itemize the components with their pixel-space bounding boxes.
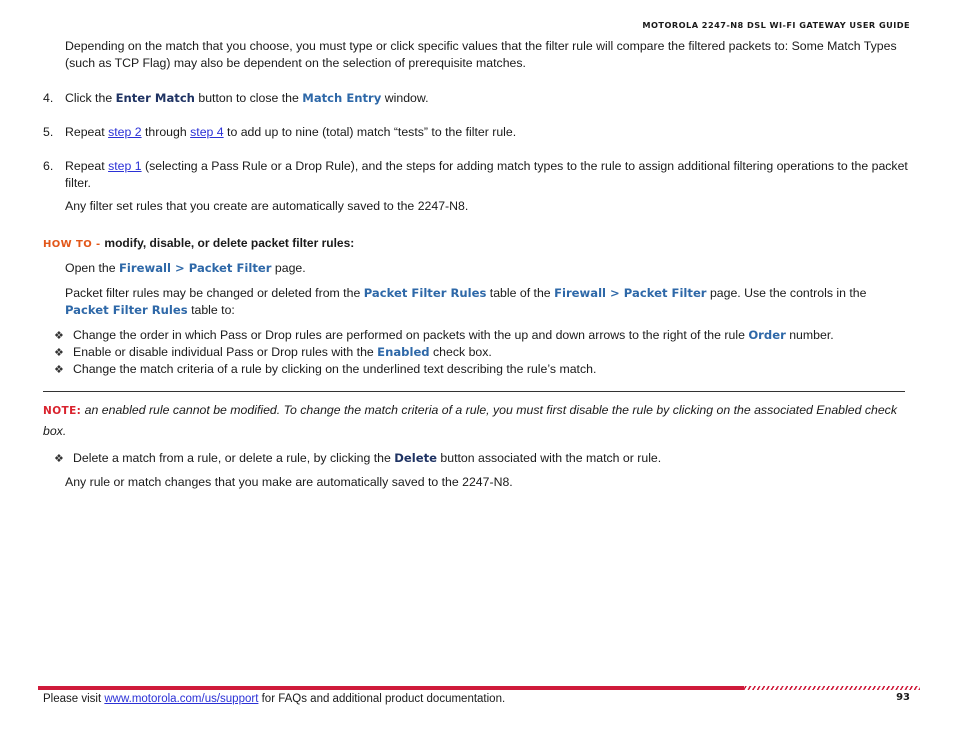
step-2-link[interactable]: step 2 xyxy=(108,125,142,139)
footer-accent-bar xyxy=(38,686,744,690)
ui-term-enabled: Enabled xyxy=(377,345,430,359)
open-page-text: Open the Firewall > Packet Filter page. xyxy=(65,261,306,275)
bullet-item-enabled: ❖ Enable or disable individual Pass or Drop rules with the Enabled check box. xyxy=(54,344,492,362)
intro-paragraph: Depending on the match that you choose, you must type or click specific values that the filter rule will compare the filtered packets to: Some Match Types (such as TCP Flag) may also be dependent on the selection of prerequisite matches. xyxy=(65,39,897,70)
footer-hatch-pattern xyxy=(744,686,920,690)
note-tag: NOTE: xyxy=(43,405,82,417)
ui-term-firewall-packet-filter: Firewall > Packet Filter xyxy=(554,286,707,300)
diamond-bullet-icon: ❖ xyxy=(54,453,64,465)
section-divider xyxy=(43,391,905,392)
page-number: 93 xyxy=(896,692,910,703)
step-4-link[interactable]: step 4 xyxy=(190,125,224,139)
support-link[interactable]: www.motorola.com/us/support xyxy=(104,693,259,705)
how-to-heading xyxy=(43,235,354,253)
bullet-item-order: ❖ Change the order in which Pass or Drop rules are performed on packets with the up and down arrows to the right of the rule Order number. xyxy=(54,327,834,345)
step-5-text: Repeat step 2 through step 4 to add up to nine (total) match “tests” to the filter rule. xyxy=(65,125,517,139)
step-4-text: Click the Enter Match button to close the Match Entry window. xyxy=(65,91,429,105)
note-block: NOTE: an enabled rule cannot be modified. To change the match criteria of a rule, you must first disable the rule by clicking on the associated Enabled check box. xyxy=(43,403,897,438)
bullet-item-delete: ❖ Delete a match from a rule, or delete a rule, by clicking the Delete button associated with the match or rule. xyxy=(54,450,661,468)
ui-term-order: Order xyxy=(748,328,786,342)
bullet-item-match-criteria: ❖ Change the match criteria of a rule by clicking on the underlined text describing the rule’s match. xyxy=(54,361,596,379)
ui-term-delete: Delete xyxy=(394,451,437,465)
saved-note-1: Any filter set rules that you create are automatically saved to the 2247-N8. xyxy=(65,199,469,213)
diamond-bullet-icon: ❖ xyxy=(54,330,64,342)
packet-filter-paragraph: Packet filter rules may be changed or deleted from the Packet Filter Rules table of the Firewall > Packet Filter page. Use the controls in the Packet Filter Rules table to: xyxy=(65,286,867,317)
document-header: MOTOROLA 2247-N8 DSL WI-FI GATEWAY USER GUIDE xyxy=(642,20,910,30)
ui-term-packet-filter-rules: Packet Filter Rules xyxy=(65,303,188,317)
ui-term-match-entry: Match Entry xyxy=(302,91,382,105)
step-number: 5. xyxy=(43,125,54,139)
step-number: 6. xyxy=(43,159,54,173)
saved-note-2: Any rule or match changes that you make are automatically saved to the 2247-N8. xyxy=(65,475,513,489)
step-6-text: Repeat step 1 (selecting a Pass Rule or a Drop Rule), and the steps for adding match types to the rule to assign additional filtering operations to the packet filter. xyxy=(65,159,908,190)
ui-term-packet-filter-rules: Packet Filter Rules xyxy=(363,286,487,300)
ui-term-firewall-packet-filter: Firewall > Packet Filter xyxy=(119,261,272,275)
diamond-bullet-icon: ❖ xyxy=(54,364,64,376)
step-1-link[interactable]: step 1 xyxy=(108,159,142,173)
how-to-title: modify, disable, or delete packet filter rules: xyxy=(104,236,355,250)
step-number: 4. xyxy=(43,91,54,105)
footer-text: Please visit www.motorola.com/us/support for FAQs and additional product documentation. xyxy=(43,693,506,705)
ui-term-enter-match: Enter Match xyxy=(115,91,195,105)
diamond-bullet-icon: ❖ xyxy=(54,347,64,359)
how-to-tag: HOW TO - xyxy=(43,239,105,250)
